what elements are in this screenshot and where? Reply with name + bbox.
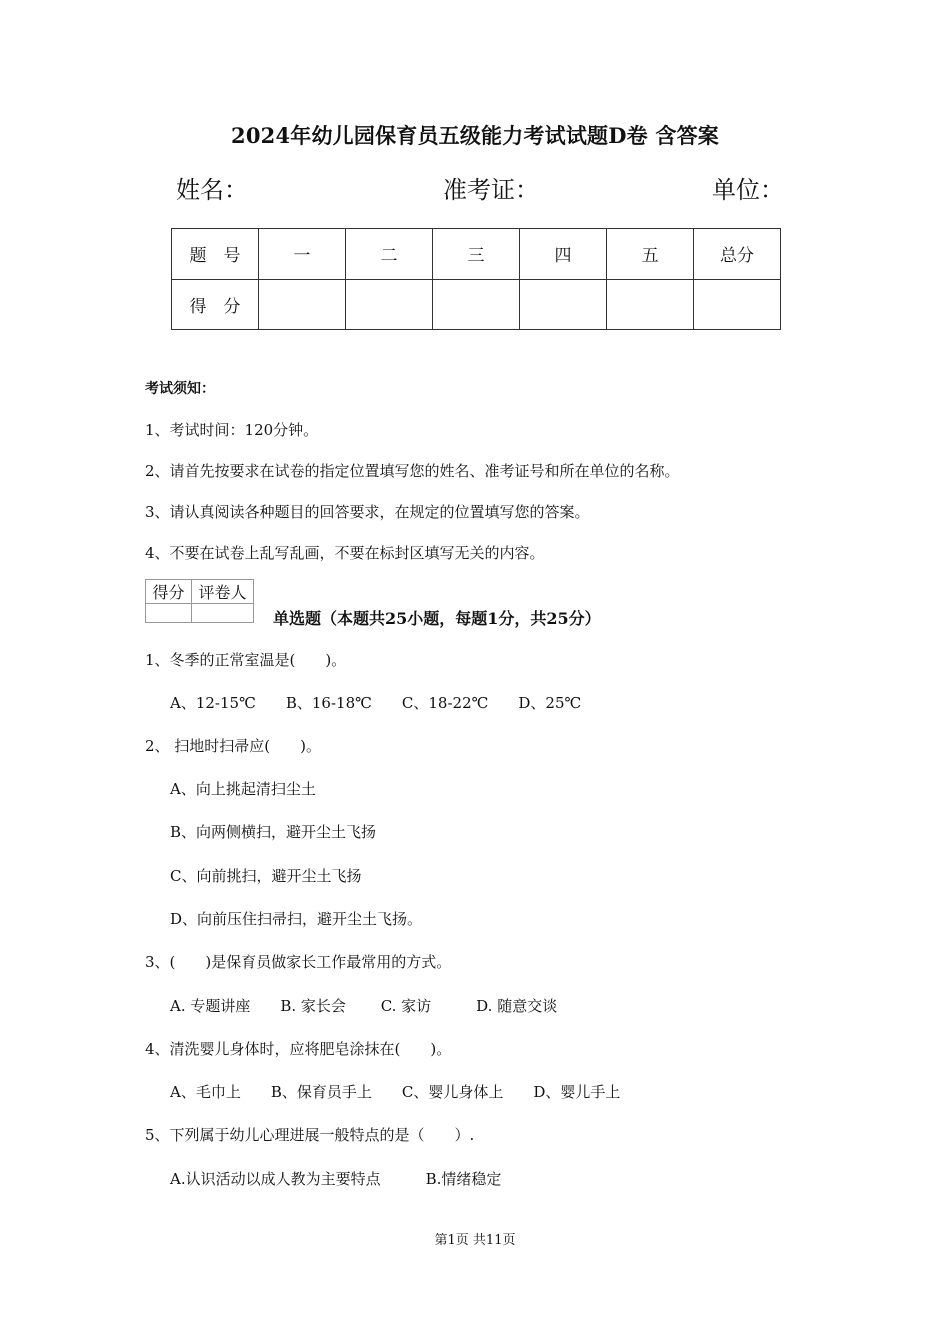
question-stem: 5、下列属于幼儿心理进展一般特点的是（ ）. [145,1126,475,1144]
notice-item: 2、请首先按要求在试卷的指定位置填写您的姓名、准考证号和所在单位的名称。 [145,462,680,480]
score-table-header-cell: 四 [520,229,607,280]
page-footer: 第1页 共11页 [434,1233,516,1248]
score-table-score-row [172,279,781,330]
score-row-label: 得 分 [172,279,259,330]
question-option: B、向两侧横扫，避开尘土飞扬 [170,823,377,841]
score-cell[interactable] [607,279,694,330]
grader-score-cell[interactable] [146,604,192,623]
section-title: 单选题（本题共25小题，每题1分，共25分） [273,609,601,628]
question-options: A.认识活动以成人教为主要特点 B.情绪稳定 [170,1170,502,1188]
grader-score-label: 得分 [146,580,192,604]
score-table-header-row [172,229,781,280]
exam-id-field-label: 准考证： [443,176,539,204]
notice-item: 4、不要在试卷上乱写乱画，不要在标封区填写无关的内容。 [145,544,545,562]
notice-item: 3、请认真阅读各种题目的回答要求，在规定的位置填写您的答案。 [145,503,590,521]
score-table-header-cell: 题 号 [172,229,259,280]
grader-box [145,579,254,623]
question-options: A、毛巾上 B、保育员手上 C、婴儿身体上 D、婴儿手上 [170,1083,621,1101]
question-option: C、向前挑扫，避开尘土飞扬 [170,867,362,885]
score-cell[interactable] [694,279,781,330]
score-table [171,228,781,330]
question-stem: 2、 扫地时扫帚应( )。 [145,737,322,755]
question-stem: 1、冬季的正常室温是( )。 [145,651,347,669]
score-table-header-cell: 总分 [694,229,781,280]
question-option: D、向前压住扫帚扫，避开尘土飞扬。 [170,910,423,928]
score-cell[interactable] [433,279,520,330]
grader-name-cell[interactable] [192,604,254,623]
question-option: A、向上挑起清扫尘土 [170,780,316,798]
score-cell[interactable] [259,279,346,330]
question-options: A. 专题讲座 B. 家长会 C. 家访 D. 随意交谈 [170,997,558,1015]
question-stem: 4、清洗婴儿身体时，应将肥皂涂抹在( )。 [145,1040,452,1058]
notice-item: 1、考试时间：120分钟。 [145,421,319,439]
unit-field-label: 单位： [712,176,784,204]
question-options: A、12-15℃ B、16-18℃ C、18-22℃ D、25℃ [170,694,582,712]
score-table-header-cell: 三 [433,229,520,280]
grader-name-label: 评卷人 [192,580,254,604]
notice-heading: 考试须知： [145,381,215,397]
score-table-header-cell: 二 [346,229,433,280]
score-table-header-cell: 五 [607,229,694,280]
document-title: 2024年幼儿园保育员五级能力考试试题D卷 含答案 [231,123,719,148]
question-stem: 3、( )是保育员做家长工作最常用的方式。 [145,953,452,971]
score-cell[interactable] [346,279,433,330]
score-table-header-cell: 一 [259,229,346,280]
name-field-label: 姓名： [176,176,248,204]
score-cell[interactable] [520,279,607,330]
